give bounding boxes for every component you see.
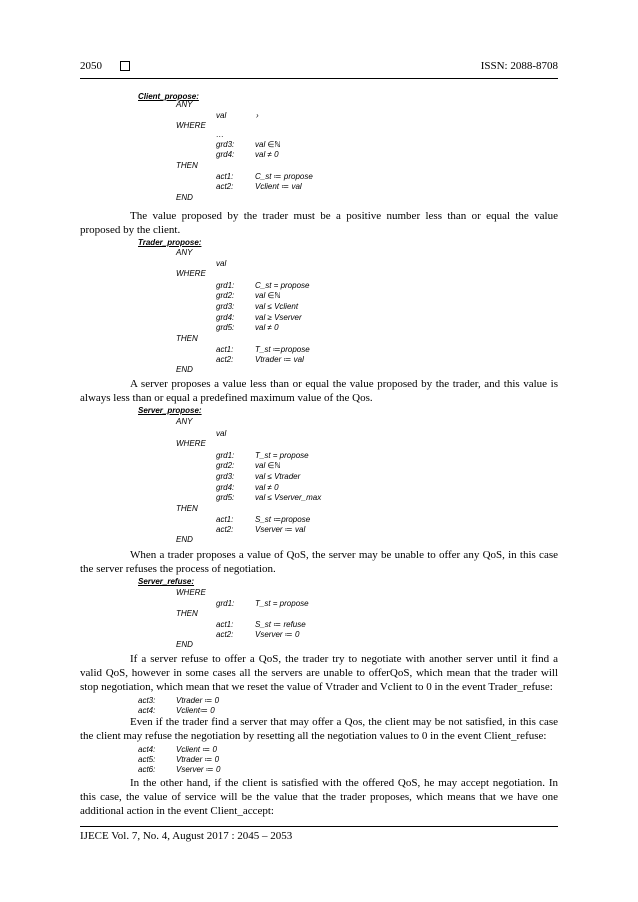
event-title: Server_propose:: [138, 406, 202, 415]
action-expression: T_st ≔propose: [255, 345, 310, 354]
action-expression: Vserver ≔ 0: [255, 630, 300, 639]
where-keyword: WHERE: [176, 269, 206, 278]
event-trader-propose: [0, 238, 638, 374]
action-label: act4:: [138, 745, 156, 754]
action-label: act1:: [216, 515, 234, 524]
paragraph: [80, 715, 558, 743]
end-keyword: END: [176, 535, 193, 544]
guard-label: grd2:: [216, 461, 235, 470]
action-expression: Vtrader ≔ 0: [176, 696, 220, 705]
event-title: Server_refuse:: [138, 577, 195, 586]
guard-label: grd2:: [216, 291, 235, 300]
then-keyword: THEN: [176, 161, 198, 170]
guard-expression: val ∈ℕ: [255, 461, 281, 470]
action-label: act2:: [216, 525, 234, 534]
action-expression: Vclient≔ 0: [176, 706, 215, 715]
guard-expression: val ≤ Vserver_max: [255, 493, 322, 502]
guard-expression: val ≤ Vclient: [255, 302, 299, 311]
action-expression: Vclient ≔ 0: [176, 745, 217, 754]
action-label: act2:: [216, 182, 234, 191]
guard-label: grd3:: [216, 140, 235, 149]
paragraph-text: The value proposed by the trader must be a positive number less than or equal the value proposed by the client.: [80, 210, 558, 236]
action-label: act6:: [138, 765, 156, 774]
page-footer: IJECE Vol. 7, No. 4, August 2017 : 2045 – 2053: [80, 830, 293, 842]
guard-label: grd5:: [216, 493, 235, 502]
action-expression: Vserver ≔ 0: [176, 765, 221, 774]
action-expression: Vtrader ≔ val: [255, 355, 304, 364]
guard-label: grd3:: [216, 302, 235, 311]
parameter-val: val: [216, 111, 227, 120]
action-label: act3:: [138, 696, 156, 705]
guard-expression: val ∈ℕ: [255, 140, 281, 149]
event-title: Trader_propose:: [138, 238, 202, 247]
parameter-val: val: [216, 259, 227, 268]
action-label: act4:: [138, 706, 156, 715]
action-expression: S_st ≔ refuse: [255, 620, 306, 629]
guard-label: grd4:: [216, 150, 235, 159]
event-title: Client_propose:: [138, 92, 199, 101]
action-expression: S_st ≔propose: [255, 515, 311, 524]
square-bullet-icon: [120, 61, 130, 71]
guard-label: grd4:: [216, 483, 235, 492]
guard-expression: val ≠ 0: [255, 483, 279, 492]
event-server-refuse: [0, 577, 638, 647]
action-expression: Vserver ≔ val: [255, 525, 306, 534]
then-keyword: THEN: [176, 334, 198, 343]
page-number: 2050: [80, 60, 102, 72]
paragraph: [80, 377, 558, 405]
guard-label: grd1:: [216, 599, 235, 608]
action-label: act2:: [216, 630, 234, 639]
issn: ISSN: 2088-8708: [480, 60, 558, 72]
paragraph: [80, 209, 558, 237]
guard-label: grd3:: [216, 472, 235, 481]
guard-label: grd5:: [216, 323, 235, 332]
end-keyword: END: [176, 365, 193, 374]
paragraph-text: If a server refuse to offer a QoS, the trader try to negotiate with another server until it find a valid QoS, however in some cases all the servers are unable to offerQoS, which mean that the trader will stop negotiation, which mean that we reset the value of Vtrader and Vclient to 0 in the event Trader_refuse:: [80, 653, 558, 693]
client-refuse-actions: [0, 745, 638, 775]
action-label: act5:: [138, 755, 156, 764]
paragraph: [80, 652, 558, 694]
then-keyword: THEN: [176, 609, 198, 618]
guard-expression: T_st = propose: [255, 599, 309, 608]
any-keyword: ANY: [176, 248, 193, 257]
guard-label: grd1:: [216, 281, 235, 290]
guard-expression: C_st = propose: [255, 281, 310, 290]
paragraph: [80, 548, 558, 576]
parameter-val: val: [216, 429, 227, 438]
action-label: act1:: [216, 172, 234, 181]
page-header: [80, 60, 558, 76]
guard-expression: val ≠ 0: [255, 150, 279, 159]
action-label: act2:: [216, 355, 234, 364]
guard-expression: val ≥ Vserver: [255, 313, 302, 322]
any-keyword: ANY: [176, 100, 193, 109]
action-expression: Vtrader ≔ 0: [176, 755, 220, 764]
end-keyword: END: [176, 193, 193, 202]
guard-expression: val ∈ℕ: [255, 291, 281, 300]
where-keyword: WHERE: [176, 121, 206, 130]
action-expression: C_st ≔ propose: [255, 172, 313, 181]
event-server-propose: [0, 406, 638, 544]
guard-label: grd4:: [216, 313, 235, 322]
footer-rule: [80, 826, 558, 827]
header-rule: [80, 78, 558, 79]
guard-expression: val ≠ 0: [255, 323, 279, 332]
paragraph: [80, 776, 558, 818]
ellipsis: …: [216, 130, 224, 139]
action-label: act1:: [216, 620, 234, 629]
then-keyword: THEN: [176, 504, 198, 513]
parameter-note: ›: [256, 111, 259, 120]
guard-expression: val ≤ Vtrader: [255, 472, 301, 481]
end-keyword: END: [176, 640, 193, 649]
event-client-propose: [0, 92, 638, 204]
any-keyword: ANY: [176, 417, 193, 426]
paragraph-text: When a trader proposes a value of QoS, the server may be unable to offer any QoS, in this case the server refuses the process of negotiation.: [80, 549, 558, 575]
paragraph-text: Even if the trader find a server that may offer a Qos, the client may be not satisfied, in this case the client may refuse the negotiation by resetting all the negotiation values to 0 in the event Client_refuse:: [80, 716, 558, 742]
action-expression: Vclient ≔ val: [255, 182, 302, 191]
guard-expression: T_st = propose: [255, 451, 309, 460]
action-label: act1:: [216, 345, 234, 354]
paragraph-text: In the other hand, if the client is satisfied with the offered QoS, he may accept negotiation. In this case, the value of service will be the value that the trader proposes, which means that we have one additional action in the event Client_accept:: [80, 777, 558, 817]
where-keyword: WHERE: [176, 439, 206, 448]
guard-label: grd1:: [216, 451, 235, 460]
where-keyword: WHERE: [176, 588, 206, 597]
paragraph-text: A server proposes a value less than or equal the value proposed by the trader, and this value is always less than or equal a predefined maximum value of the Qos.: [80, 378, 558, 404]
